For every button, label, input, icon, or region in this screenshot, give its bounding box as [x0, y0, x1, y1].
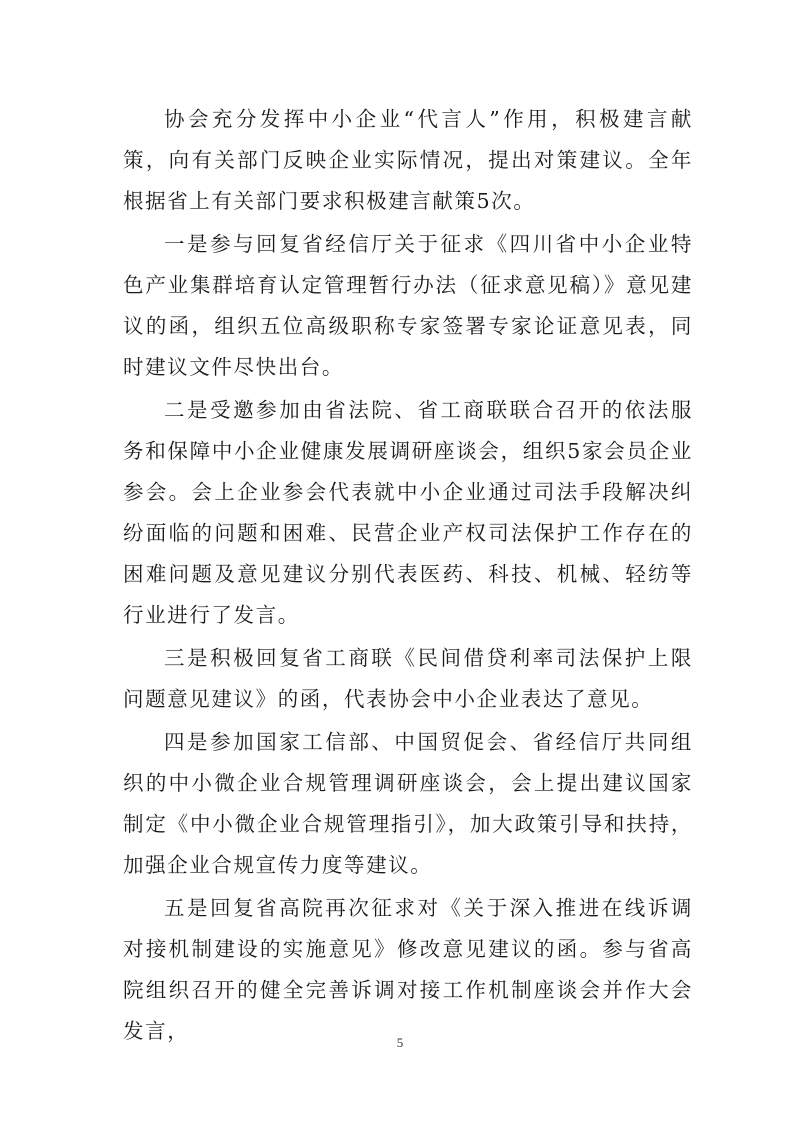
page-number: 5 [396, 1035, 404, 1050]
paragraph-advocacy-intro: 协会充分发挥中小企业“代言人”作用，积极建言献策，向有关部门反映企业实际情况，提出对策建议。全年根据省上有关部门要求积极建言献策5次。 [123, 107, 693, 213]
paragraph-item-four: 四是参加国家工信部、中国贸促会、省经信厅共同组织的中小微企业合规管理调研座谈会，会上提出建议国家制定《中小微企业合规管理指引》，加大政策引导和扶持，加强企业合规宣传力度等建议。 [123, 730, 693, 877]
document-body [123, 99, 693, 1054]
paragraph-item-five: 五是回复省高院再次征求对《关于深入推进在线诉调对接机制建设的实施意见》修改意见建议的函。参与省高院组织召开的健全完善诉调对接工作机制座谈会并作大会发言， [123, 896, 693, 1043]
paragraph-item-three: 三是积极回复省工商联《民间借贷利率司法保护上限问题意见建议》的函，代表协会中小企业表达了意见。 [123, 646, 693, 711]
paragraph-item-one: 一是参与回复省经信厅关于征求《四川省中小企业特色产业集群培育认定管理暂行办法（征求意见稿）》意见建议的函，组织五位高级职称专家签署专家论证意见表，同时建议文件尽快出台。 [123, 232, 693, 379]
paragraph-item-two: 二是受邀参加由省法院、省工商联联合召开的依法服务和保障中小企业健康发展调研座谈会，组织5家会员企业参会。会上企业参会代表就中小企业通过司法手段解决纠纷面临的问题和困难、民营企业产权司法保护工作存在的困难问题及意见建议分别代表医药、科技、机械、轻纺等行业进行了发言。 [123, 398, 693, 627]
